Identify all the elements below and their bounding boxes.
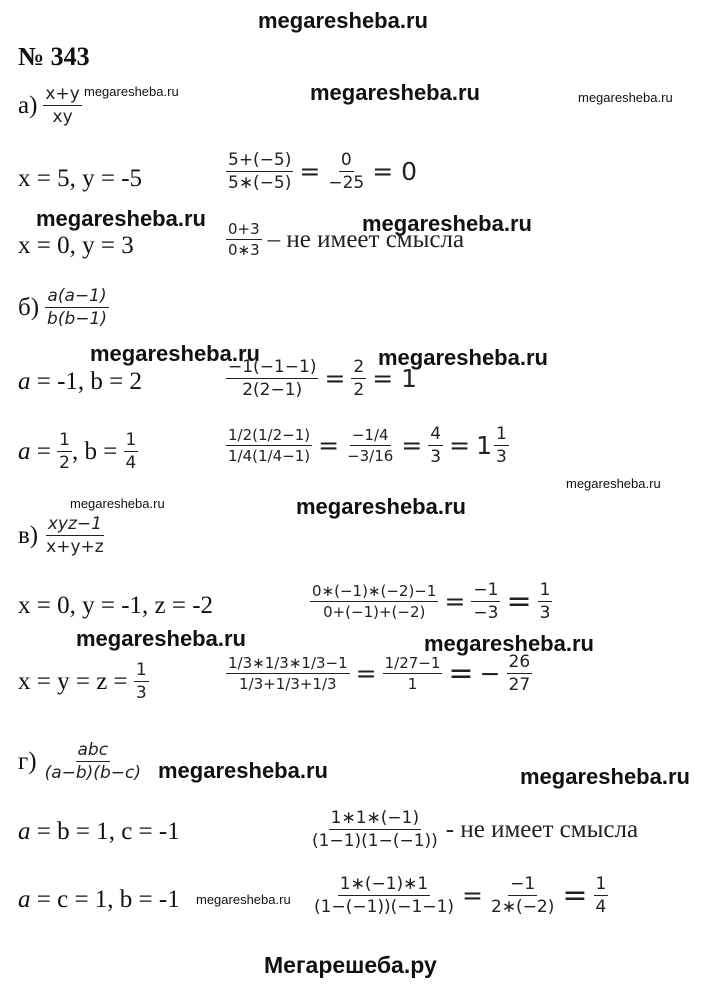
fraction-numerator: −1/4 <box>351 426 389 444</box>
fraction-denominator: (1−1)(1−(−1)) <box>312 831 438 851</box>
fraction-denominator: 0+(−1)+(−2) <box>323 603 426 621</box>
fraction <box>326 150 366 193</box>
equals-sign: = <box>401 431 423 460</box>
section-d-expression <box>43 740 143 783</box>
fraction <box>57 430 72 473</box>
watermark-small: megaresheba.ru <box>84 84 179 99</box>
watermark-small: megaresheba.ru <box>578 90 673 105</box>
fraction-denominator: 1/3+1/3+1/3 <box>239 675 337 693</box>
problem-number: № 343 <box>18 42 90 71</box>
fraction-denominator: 27 <box>508 675 531 695</box>
watermark-small: megaresheba.ru <box>566 476 661 491</box>
equals-sign: = <box>506 584 532 619</box>
fraction <box>134 660 149 703</box>
section-d-case1-values <box>18 818 180 846</box>
fraction <box>383 654 443 693</box>
values-text: x = y = z = <box>18 667 134 695</box>
fraction-numerator: 2 <box>353 357 365 377</box>
fraction-denominator: −3/16 <box>347 447 394 465</box>
fraction <box>226 654 350 693</box>
fraction-denominator: −25 <box>328 173 365 193</box>
equals-sign: = <box>449 431 471 460</box>
fraction <box>538 580 553 623</box>
fraction-denominator: 4 <box>595 897 607 917</box>
section-d-case2-calc <box>312 874 608 917</box>
fraction-numerator: 1 <box>125 430 137 450</box>
values-rest: , b = <box>71 437 124 465</box>
watermark: megaresheba.ru <box>520 764 690 789</box>
section-d-expr-numerator: abc <box>77 740 109 760</box>
fraction-denominator: 3 <box>495 447 507 467</box>
fraction <box>428 424 443 467</box>
fraction <box>226 220 262 259</box>
fraction-denominator: 1/4(1/4−1) <box>228 447 311 465</box>
fraction-numerator: 26 <box>508 652 531 672</box>
fraction <box>310 808 440 851</box>
fraction-numerator: 1 <box>539 580 551 600</box>
footer-brand: Мегарешеба.ру <box>264 952 437 978</box>
section-d-expr-denominator: (a−b)(b−c) <box>44 763 141 783</box>
section-a-label: а) <box>18 91 38 119</box>
fraction <box>310 582 438 621</box>
fraction-numerator: 1 <box>595 874 607 894</box>
fraction <box>489 874 556 917</box>
no-meaning-text: - не имеет смысла <box>445 815 639 843</box>
section-a-expression <box>43 84 81 127</box>
no-meaning-text: – не имеет смысла <box>267 225 465 253</box>
section-c-case2-calc <box>226 652 532 695</box>
fraction-numerator: 0+3 <box>228 220 260 238</box>
fraction-denominator: 5∗(−5) <box>228 173 292 193</box>
equals-sign: = <box>355 659 377 688</box>
fraction-numerator: 1∗(−1)∗1 <box>339 874 429 894</box>
section-b-case2-values <box>18 430 138 473</box>
fraction-denominator: 2(2−1) <box>242 380 303 400</box>
section-c-expression <box>44 514 106 557</box>
section-b-case1-values <box>18 368 142 396</box>
fraction-denominator: 2∗(−2) <box>491 897 555 917</box>
fraction-numerator: 0∗(−1)∗(−2)−1 <box>312 582 437 600</box>
fraction <box>226 357 318 400</box>
section-c-case1-calc <box>310 580 552 623</box>
section-b-expr-numerator: a(a−1) <box>47 286 107 306</box>
section-a-header <box>18 84 82 127</box>
watermark: megaresheba.ru <box>296 494 466 519</box>
equals-sign: = <box>318 431 340 460</box>
watermark-small: megaresheba.ru <box>70 496 165 511</box>
variable-a: a <box>18 437 31 465</box>
section-d-header <box>18 740 143 783</box>
fraction-numerator: 1/27−1 <box>384 654 441 672</box>
section-a-case2-values: x = 0, y = 3 <box>18 232 134 259</box>
result: = 0 <box>372 157 418 186</box>
variable-a: a <box>18 886 31 913</box>
fraction-denominator: 1 <box>407 675 418 693</box>
equals-sign: = <box>30 437 58 465</box>
watermark: megaresheba.ru <box>362 211 532 236</box>
equals-sign: = <box>324 364 346 393</box>
watermark-small: megaresheba.ru <box>196 892 291 907</box>
values-rest: = c = 1, b = -1 <box>30 886 180 913</box>
section-a-case1-values: x = 5, y = -5 <box>18 165 143 192</box>
fraction-denominator: 3 <box>539 603 551 623</box>
watermark: megaresheba.ru <box>378 345 548 370</box>
equals-sign: = <box>448 656 474 691</box>
fraction <box>226 426 312 465</box>
fraction-numerator: 1/2(1/2−1) <box>228 426 311 444</box>
fraction-numerator: 1 <box>59 430 70 450</box>
section-d-case2-values <box>18 886 180 914</box>
fraction <box>594 874 609 917</box>
fraction-denominator: 0∗3 <box>228 241 260 259</box>
watermark: megaresheba.ru <box>310 80 480 105</box>
variable-a: a <box>18 818 31 845</box>
equals-sign: = <box>462 881 483 910</box>
fraction <box>471 580 500 623</box>
section-d-case1-calc <box>310 808 638 851</box>
fraction <box>312 874 456 917</box>
fraction-numerator: −1 <box>473 580 499 600</box>
section-b-label: б) <box>18 293 40 321</box>
equals-sign: = <box>299 157 321 186</box>
header-watermark: megaresheba.ru <box>258 8 428 33</box>
section-b-expr-denominator: b(b−1) <box>47 309 107 329</box>
fraction-numerator: 1∗1∗(−1) <box>330 808 420 828</box>
section-c-expr-denominator: x+y+z <box>46 537 104 557</box>
result: = 1 <box>372 364 418 393</box>
fraction-denominator: 4 <box>125 453 137 473</box>
equals-sign: = <box>444 587 466 616</box>
watermark: megaresheba.ru <box>36 206 206 231</box>
fraction <box>124 430 139 473</box>
fraction-numerator: −1(−1−1) <box>228 357 317 377</box>
section-a-expr-numerator: x+y <box>45 84 80 104</box>
section-c-case1-values: x = 0, y = -1, z = -2 <box>18 592 214 619</box>
fraction-denominator: 3 <box>135 683 147 703</box>
fraction <box>494 424 509 467</box>
mixed-number-whole: 1 <box>476 431 492 460</box>
section-c-header <box>18 514 106 557</box>
fraction-denominator: −3 <box>473 603 499 623</box>
fraction <box>345 426 395 465</box>
section-b-header <box>18 286 109 329</box>
fraction-denominator: 2 <box>353 380 365 400</box>
fraction-numerator: 5+(−5) <box>228 150 292 170</box>
section-d-label: г) <box>18 747 37 775</box>
fraction-denominator: 3 <box>430 447 442 467</box>
watermark: megaresheba.ru <box>424 631 594 656</box>
fraction-denominator: 2 <box>59 453 70 473</box>
fraction-denominator: (1−(−1))(−1−1) <box>314 897 455 917</box>
fraction <box>226 150 293 193</box>
watermark: megaresheba.ru <box>90 341 260 366</box>
fraction <box>351 357 366 400</box>
values-rest: = -1, b = 2 <box>30 368 143 395</box>
watermark: megaresheba.ru <box>158 758 328 783</box>
minus-sign: − <box>479 659 501 688</box>
watermark: megaresheba.ru <box>76 626 246 651</box>
fraction <box>507 652 533 695</box>
section-b-case2-calc <box>226 424 509 467</box>
section-b-expression <box>45 286 109 329</box>
fraction-numerator: 1 <box>135 660 147 680</box>
fraction-numerator: 0 <box>340 150 352 170</box>
section-b-case1-calc <box>226 357 417 400</box>
section-a-expr-denominator: xy <box>52 107 73 127</box>
section-c-case2-values <box>18 660 149 703</box>
section-c-expr-numerator: xyz−1 <box>47 514 102 534</box>
section-c-label: в) <box>18 521 39 549</box>
variable-a: a <box>18 368 31 395</box>
fraction-numerator: 4 <box>430 424 442 444</box>
fraction-numerator: 1 <box>495 424 507 444</box>
section-a-case2-calc <box>226 220 464 259</box>
equals-sign: = <box>562 878 588 913</box>
section-a-case1-calc <box>226 150 417 193</box>
values-rest: = b = 1, c = -1 <box>30 818 180 845</box>
fraction-numerator: 1/3∗1/3∗1/3−1 <box>228 654 348 672</box>
fraction-numerator: −1 <box>510 874 536 894</box>
